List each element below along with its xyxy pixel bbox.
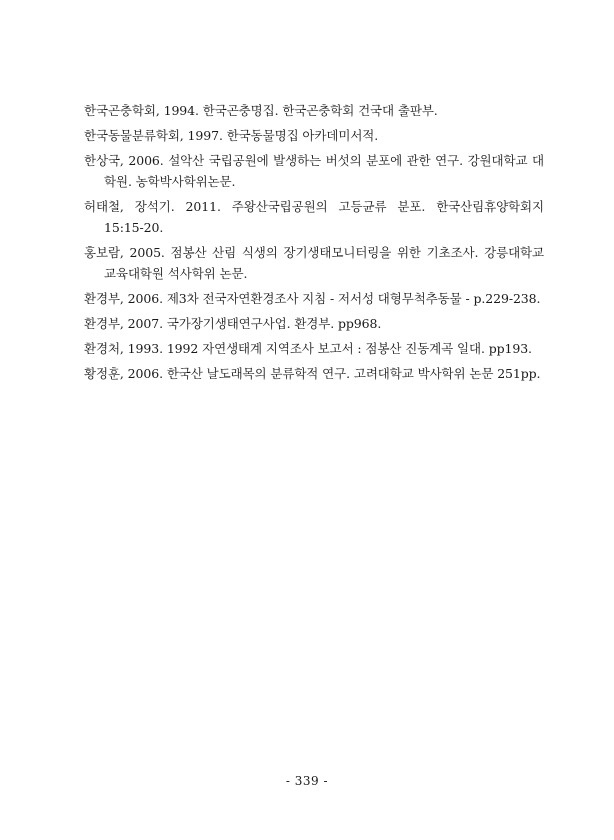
- page-number: - 339 -: [285, 774, 329, 788]
- reference-entry: 홍보람, 2005. 점봉산 산림 식생의 장기생태모니터링을 위한 기초조사. 강릉대학교 교육대학원 석사학위 논문.: [84, 245, 544, 281]
- reference-entry: 환경부, 2006. 제3차 전국자연환경조사 지침 - 저서성 대형무척추동물 - p.229-238.: [84, 291, 541, 306]
- reference-entry: 황정훈, 2006. 한국산 날도래목의 분류학적 연구. 고려대학교 박사학위 논문 251pp.: [84, 366, 541, 381]
- reference-entry: 허태철, 장석기. 2011. 주왕산국립공원의 고등균류 분포. 한국산림휴양학회지 15:15-20.: [84, 199, 544, 235]
- reference-entry: 환경부, 2007. 국가장기생태연구사업. 환경부. pp968.: [84, 316, 382, 331]
- reference-list: [84, 100, 544, 388]
- reference-entry: 환경처, 1993. 1992 자연생태계 지역조사 보고서 : 점봉산 진동계곡 일대. pp193.: [84, 341, 532, 356]
- reference-entry: 한상국, 2006. 설악산 국립공원에 발생하는 버섯의 분포에 관한 연구. 강원대학교 대학원. 농학박사학위논문.: [84, 153, 544, 189]
- reference-entry: 한국동물분류학회, 1997. 한국동물명집 아카데미서적.: [84, 128, 379, 143]
- reference-entry: 한국곤충학회, 1994. 한국곤충명집. 한국곤충학회 건국대 출판부.: [84, 103, 438, 118]
